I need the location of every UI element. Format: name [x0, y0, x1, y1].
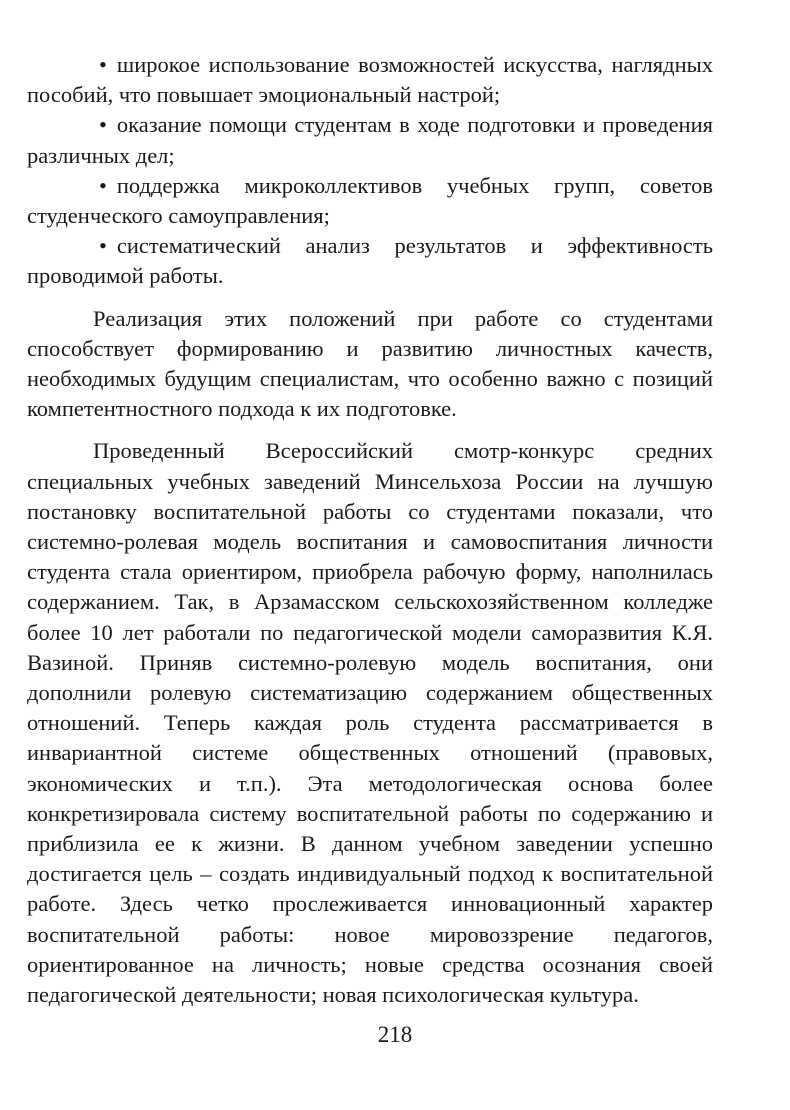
bullet-text: систематический анализ результатов и эффективность проводимой работы. [27, 233, 713, 289]
bullet-item [27, 110, 713, 170]
bullet-item [27, 171, 713, 231]
bullet-item [27, 50, 713, 110]
page-number: 218 [377, 1022, 413, 1047]
paragraph: Проведенный Всероссийский смотр-конкурс средних специальных учебных заведений Минсельхоза России на лучшую постановку воспитательной работы со студентами показали, что системно-ролевая модель воспитания и самовоспитания личности студента стала ориентиром, приобрела рабочую форму, наполнилась содержанием. Так, в Арзамасском сельскохозяйственном колледже более 10 лет работали по педагогической модели саморазвития К.Я. Вазиной. Приняв системно-ролевую модель воспитания, они дополнили ролевую систематизацию содержанием общественных отношений. Теперь каждая роль студента рассматривается в инвариантной системе общественных отношений (правовых, экономических и т.п.). Эта методологическая основа более конкретизировала систему воспитательной работы по содержанию и приблизила ее к жизни. В данном учебном заведении успешно достигается цель – создать индивидуальный подход к воспитательной работе. Здесь четко прослеживается инновационный характер воспитательной работы: новое мировоззрение педагогов, ориентированное на личность; новые средства осознания своей педагогической деятельности; новая психологическая культура. [27, 438, 713, 1008]
bullet-dot: • [99, 233, 107, 259]
bullet-text: широкое использование возможностей искусства, наглядных пособий, что повышает эмоциональный настрой; [27, 52, 713, 108]
spacer [27, 292, 713, 304]
bullet-dot: • [99, 52, 107, 77]
bullet-item [27, 231, 713, 291]
bullet-text: поддержка микроколлективов учебных групп, советов студенческого самоуправления; [27, 172, 713, 229]
bullet-dot: • [99, 112, 107, 138]
paragraph: Реализация этих положений при работе со студентами способствует формированию и развитию личностных качеств, необходимых будущим специалистам, что особенно важно с позиций компетентностного подхода к их подготовке. [27, 305, 713, 422]
bullet-text: оказание помощи студентам в ходе подготовки и проведения различных дел; [27, 112, 713, 168]
body-text [27, 50, 713, 1010]
bullet-dot: • [99, 172, 107, 198]
spacer [27, 424, 713, 436]
